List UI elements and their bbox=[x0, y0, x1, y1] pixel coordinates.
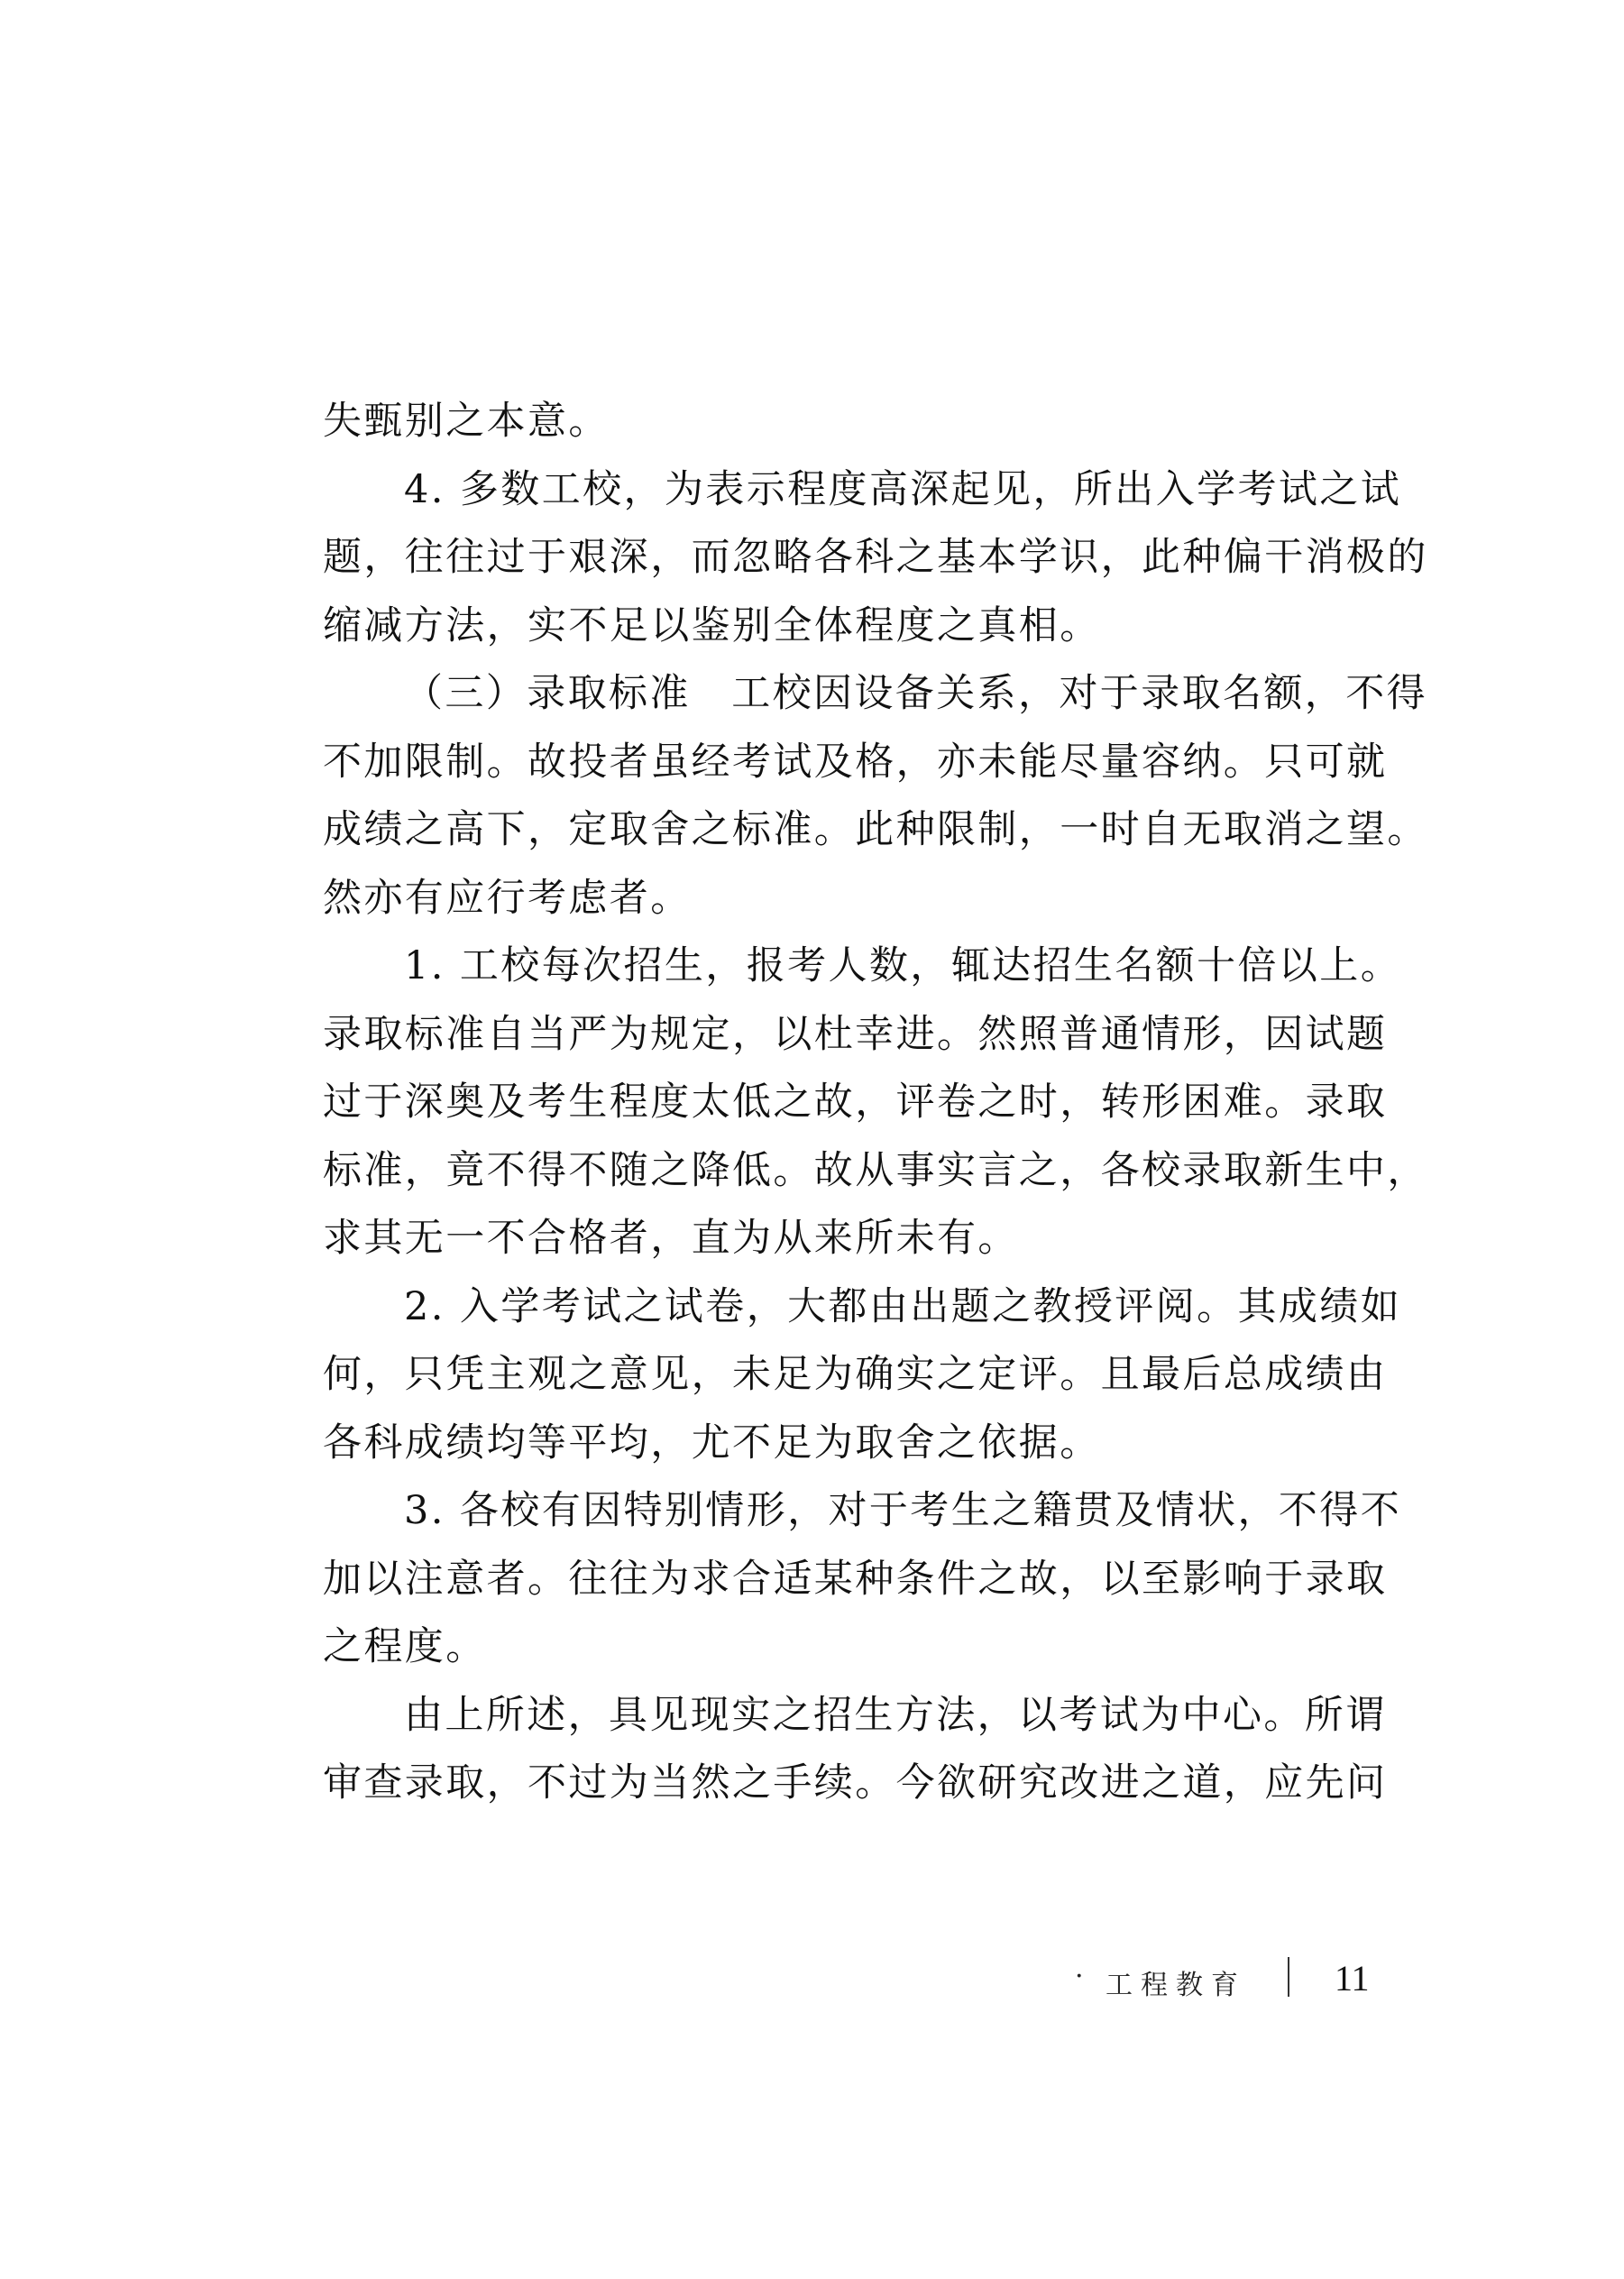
text-line: （三）录取标准 工校因设备关系，对于录取名额，不得 bbox=[404, 671, 1427, 716]
paragraph bbox=[323, 1477, 1402, 1682]
paragraph bbox=[323, 1273, 1402, 1478]
text-line: 缩减方法，实不足以鉴别全体程度之真相。 bbox=[323, 602, 1101, 648]
text-line: 何，只凭主观之意见，未足为确实之定评。且最后总成绩由 bbox=[323, 1352, 1388, 1397]
text-line: 1. 工校每次招生，报考人数，辄达招生名额十倍以上。 bbox=[404, 943, 1402, 988]
body-text bbox=[323, 388, 1428, 1818]
footer-bullet: · bbox=[1075, 1961, 1084, 1992]
text-line: 题，往往过于艰深，而忽略各科之基本学识，此种偏干消极的 bbox=[323, 535, 1428, 580]
footer-divider bbox=[1288, 1957, 1289, 1997]
text-line: 之程度。 bbox=[323, 1624, 487, 1669]
text-line: 各科成绩均等平均，尤不足为取舍之依据。 bbox=[323, 1420, 1101, 1466]
text-line: 由上所述，具见现实之招生方法，以考试为中心。所谓 bbox=[404, 1692, 1387, 1738]
text-line: 录取标准自当严为规定，以杜幸进。然照普通情形，因试题 bbox=[323, 1011, 1388, 1057]
journal-title: 工程教育 bbox=[1106, 1970, 1246, 2001]
text-line: 成绩之高下，定取舍之标准。此种限制，一时自无取消之望。 bbox=[323, 807, 1428, 852]
text-line: 失甄别之本意。 bbox=[323, 399, 610, 444]
paragraph bbox=[323, 933, 1428, 1273]
text-line: 审查录取，不过为当然之手续。今欲研究改进之道，应先问 bbox=[323, 1760, 1388, 1806]
page-number: 11 bbox=[1335, 1958, 1370, 1999]
paragraph bbox=[323, 1682, 1388, 1818]
text-line: 过于深奥及考生程度太低之故，评卷之时，转形困难。录取 bbox=[323, 1080, 1388, 1125]
text-line: 标准，竟不得不随之降低。故从事实言之，各校录取新生中， bbox=[323, 1147, 1428, 1193]
text-line: 2. 入学考试之试卷，大都由出题之教授评阅。其成绩如 bbox=[404, 1283, 1402, 1329]
text-line: 不加限制。故投者虽经考试及格，亦未能尽量容纳。只可就 bbox=[323, 739, 1388, 785]
paragraph bbox=[323, 660, 1428, 933]
text-line: 4. 多数工校，为表示程度高深起见，所出入学考试之试 bbox=[404, 466, 1402, 512]
text-line: 3. 各校有因特别情形，对于考生之籍贯及情状，不得不 bbox=[404, 1488, 1402, 1533]
paragraph bbox=[323, 388, 1320, 456]
text-line: 然亦有应行考虑者。 bbox=[323, 875, 692, 921]
text-line: 加以注意者。往往为求合适某种条件之故，以至影响于录取 bbox=[323, 1556, 1388, 1602]
page-footer bbox=[1064, 1955, 1370, 2009]
text-line: 求其无一不合格者，直为从来所未有。 bbox=[323, 1216, 1019, 1261]
paragraph bbox=[323, 456, 1428, 661]
